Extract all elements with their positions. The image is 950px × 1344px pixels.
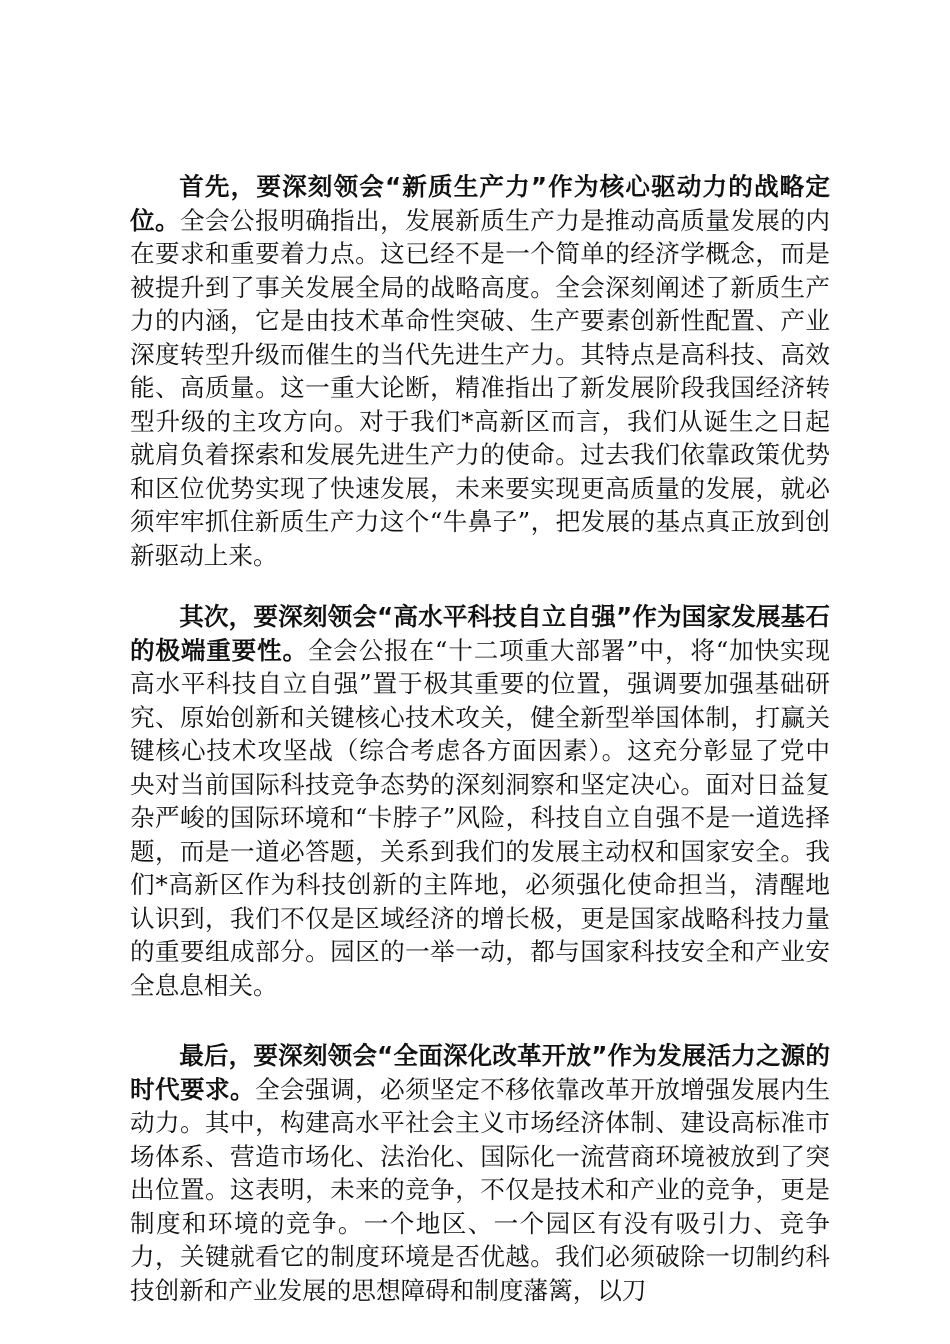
paragraph-second-body: 全会公报在“十二项重大部署”中，将“加快实现高水平科技自立自强”置于极其重要的位置，强调要加强基础研究、原始创新和关键核心技术攻关，健全新型举国体制，打赢关键核心技术攻坚战（综合考虑各方面因素）。这充分彰显了党中央对当前国际科技竞争态势的深刻洞察和坚定决心。面对日益复杂严峻的国际环境和“卡脖子”风险，科技自立自强不是一道选择题，而是一道必答题，关系到我们的发展主动权和国家安全。我们*高新区作为科技创新的主阵地，必须强化使命担当，清醒地认识到，我们不仅是区域经济的增长极，更是国家战略科技力量的重要组成部分。园区的一举一动，都与国家科技安全和产业安全息息相关。 [130,635,830,1000]
paragraph-first-body: 全会公报明确指出，发展新质生产力是推动高质量发展的内在要求和重要着力点。这已经不是一个简单的经济学概念，而是被提升到了事关发展全局的战略高度。全会深刻阐述了新质生产力的内涵，它是由技术革命性突破、生产要素创新性配置、产业深度转型升级而催生的当代先进生产力。其特点是高科技、高效能、高质量。这一重大论断，精准指出了新发展阶段我国经济转型升级的主攻方向。对于我们*高新区而言，我们从诞生之日起就肩负着探索和发展先进生产力的使命。过去我们依靠政策优势和区位优势实现了快速发展，未来要实现更高质量的发展，就必须牢牢抓住新质生产力这个“牛鼻子”，把发展的基点真正放到创新驱动上来。 [130,205,830,570]
paragraph-first [130,170,830,572]
paragraph-first-lead: 首先，要深刻领会“新质生产力”作为核心驱动力的战略定位。 [130,172,830,235]
paragraph-second [130,600,830,1002]
paragraph-second-lead: 其次，要深刻领会“高水平科技自立自强”作为国家发展基石的极端重要性。 [130,602,830,665]
paragraph-third-lead: 最后，要深刻领会“全面深化改革开放”作为发展活力之源的时代要求。 [130,1041,830,1104]
paragraph-third-body: 全会强调，必须坚定不移依靠改革开放增强发展内生动力。其中，构建高水平社会主义市场经济体制、建设高标准市场体系、营造市场化、法治化、国际化一流营商环境被放到了突出位置。这表明，未来的竞争，不仅是技术和产业的竞争，更是制度和环境的竞争。一个地区、一个园区有没有吸引力、竞争力，关键就看它的制度环境是否优越。我们必须破除一切制约科技创新和产业发展的思想障碍和制度藩篱，以刀 [130,1074,830,1305]
document-body [130,170,830,1335]
paragraph-third [130,1039,830,1307]
